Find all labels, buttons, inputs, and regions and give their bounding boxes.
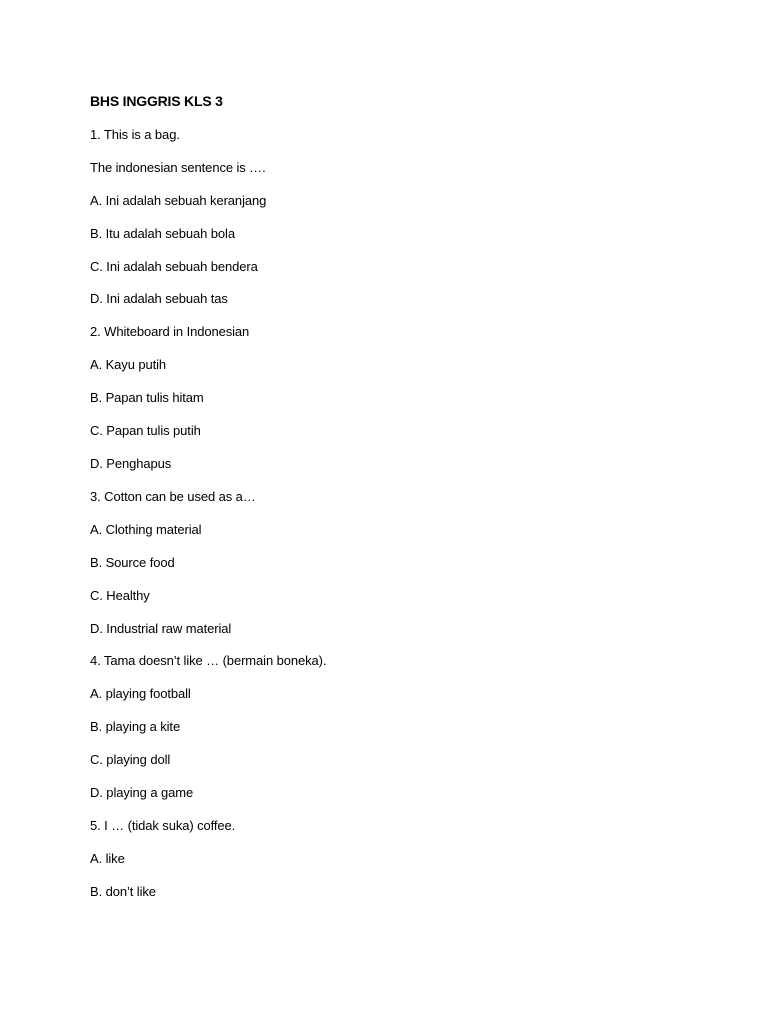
question-3-option-b: B. Source food (90, 555, 175, 570)
question-1-option-c: C. Ini adalah sebuah bendera (90, 259, 258, 274)
question-2-text: 2. Whiteboard in Indonesian (90, 324, 250, 339)
question-1-option-a: A. Ini adalah sebuah keranjang (90, 193, 267, 208)
question-1-prompt: The indonesian sentence is …. (90, 160, 266, 175)
question-2-option-b: B. Papan tulis hitam (90, 390, 204, 405)
question-3-option-d: D. Industrial raw material (90, 621, 232, 636)
question-3-option-c: C. Healthy (90, 588, 150, 603)
question-4-option-d: D. playing a game (90, 785, 194, 800)
question-3-option-a: A. Clothing material (90, 522, 202, 537)
question-2-option-a: A. Kayu putih (90, 357, 167, 372)
question-2-option-d: D. Penghapus (90, 456, 172, 471)
question-2-option-c: C. Papan tulis putih (90, 423, 201, 438)
question-4-option-c: C. playing doll (90, 752, 171, 767)
question-4-text: 4. Tama doesn’t like … (bermain boneka). (90, 653, 327, 668)
question-3-text: 3. Cotton can be used as a… (90, 489, 256, 504)
question-1-option-d: D. Ini adalah sebuah tas (90, 291, 228, 306)
question-1-option-b: B. Itu adalah sebuah bola (90, 226, 235, 241)
question-4-option-b: B. playing a kite (90, 719, 181, 734)
question-1-text: 1. This is a bag. (90, 127, 180, 142)
question-4-option-a: A. playing football (90, 686, 191, 701)
document-title: BHS INGGRIS KLS 3 (90, 93, 223, 109)
question-5-option-b: B. don’t like (90, 884, 156, 899)
question-5-option-a: A. like (90, 851, 125, 866)
question-5-text: 5. I … (tidak suka) coffee. (90, 818, 236, 833)
